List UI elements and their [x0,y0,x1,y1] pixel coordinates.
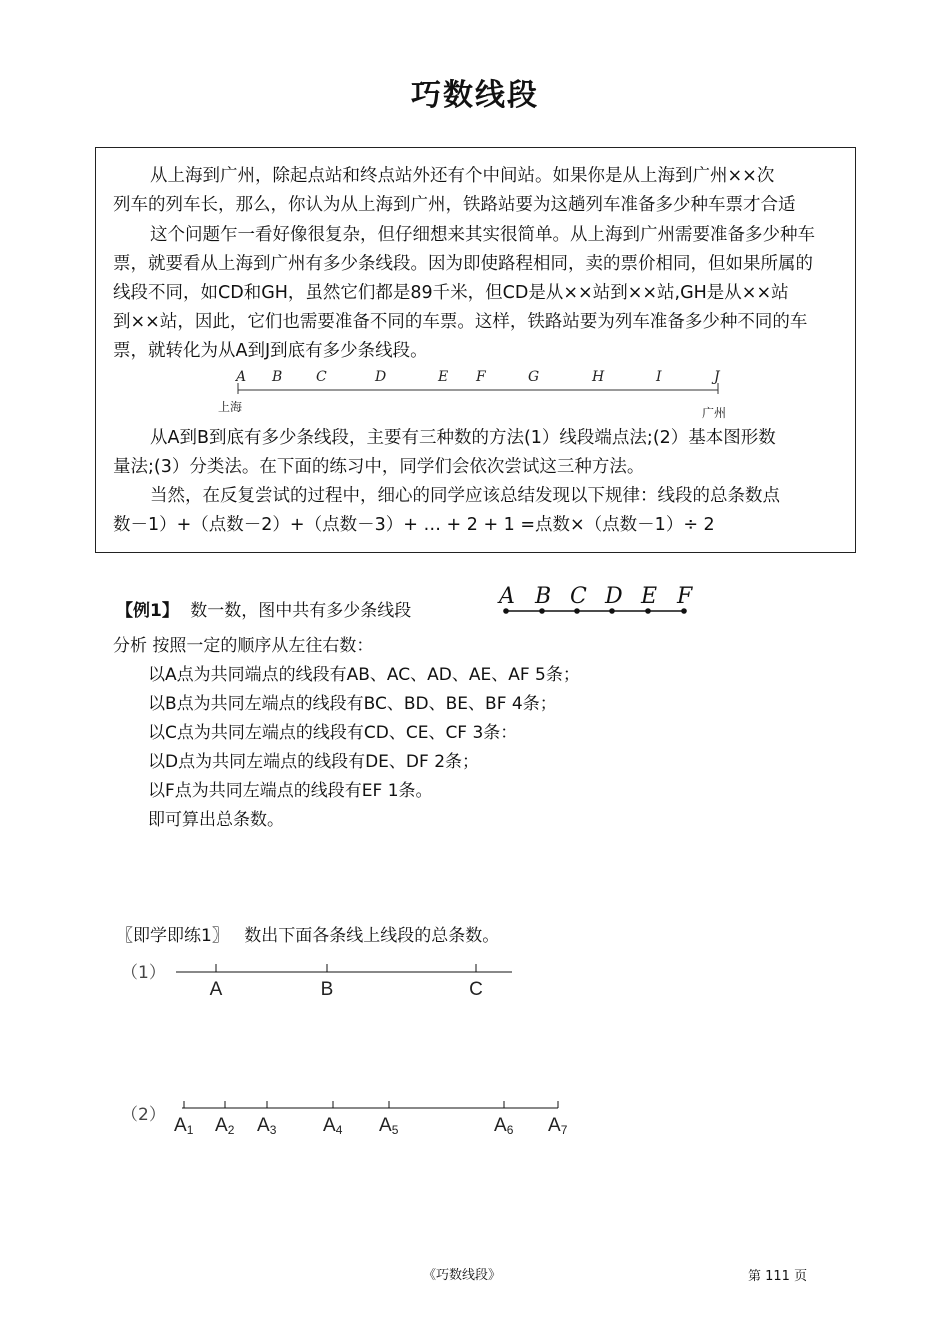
example1-point-D: D [605,584,623,609]
rail-point-B: B [272,369,283,385]
example1-dot-A [503,608,509,614]
rail-point-H: H [592,369,605,385]
page-title: 巧数线段 [411,78,539,113]
example1-dot-C [574,608,580,614]
methods-line-4: 数－1）+（点数－2）+（点数－3）+ … + 2 + 1 =点数×（点数－1）÷ 2 [113,515,715,535]
methods-line-2: 量法;(3）分类法。在下面的练习中，同学们会依次尝试这三种方法。 [113,457,645,477]
practice-q2-points [174,1101,568,1137]
analysis-step-5: 以F点为共同左端点的线段有EF 1条。 [148,781,433,801]
practice1-heading [116,921,499,946]
analysis-title: 分析 按照一定的顺序从左往右数： [113,636,374,656]
q2-point-A7: A7 [548,1115,568,1137]
rail-end-label: 广州 [702,406,727,420]
example1-dot-D [609,608,615,614]
practice-q2-diagram [170,1095,580,1145]
example1-point-F: F [677,584,693,609]
rail-point-G: G [528,369,540,385]
q2-point-A6: A6 [494,1115,514,1137]
analysis-step-2: 以B点为共同左端点的线段有BC、BD、BE、BF 4条； [148,694,557,714]
practice1-question: 数出下面各条线上线段的总条数。 [244,926,500,946]
analysis-step-6: 即可算出总条数。 [148,810,284,830]
footer-doc-title: 《巧数线段》 [423,1268,502,1283]
rail-point-E: E [438,369,449,385]
analysis-step-1: 以A点为共同端点的线段有AB、AC、AD、AE、AF 5条； [148,665,580,685]
analysis-step-4: 以D点为共同左端点的线段有DE、DF 2条； [148,752,480,772]
rail-point-A: A [236,369,247,385]
practice-q1-diagram [170,955,520,1005]
practice-q1-label: （1） [121,963,166,983]
intro-line-1: 从上海到广州，除起点站和终点站外还有个中间站。如果你是从上海到广州××次 [150,166,775,186]
example1-dot-B [539,608,545,614]
example1-point-B: B [535,584,552,609]
rail-point-C: C [316,369,327,385]
practice-q2-label: （2） [121,1105,166,1125]
rail-point-labels [234,369,721,385]
intro-line-7: 票，就转化为从A到J到底有多少条线段。 [113,341,428,361]
intro-line-5: 线段不同，如CD和GH，虽然它们都是89千米，但CD是从××站到××站,GH是从××站 [113,283,789,303]
q1-point-B: B [320,979,334,1000]
q2-point-A1: A1 [174,1115,194,1137]
practice1-label: 〖即学即练1〗 [116,926,229,946]
footer-page-number: 第 111 页 [748,1269,808,1284]
intro-line-3: 这个问题乍一看好像很复杂，但仔细想来其实很简单。从上海到广州需要准备多少种车 [150,225,815,245]
example1-segment-diagram [492,582,702,622]
rail-point-D: D [375,369,387,385]
q2-point-A5: A5 [379,1115,399,1137]
methods-line-1: 从A到B到底有多少条线段，主要有三种数的方法(1）线段端点法;(2）基本图形数 [150,428,776,448]
example1-dot-F [681,608,687,614]
q2-point-A2: A2 [215,1115,235,1137]
intro-line-6: 到××站，因此，它们也需要准备不同的车票。这样，铁路站要为列车准备多少种不同的车 [113,312,808,332]
example1-point-C: C [570,584,587,609]
practice-q1-points [210,964,483,1000]
q2-point-A3: A3 [257,1115,277,1137]
example1-points [497,584,693,614]
intro-line-4: 票，就要看从上海到广州有多少条线段。因为即使路程相同，卖的票价相同，但如果所属的 [113,254,813,274]
q2-point-A4: A4 [323,1115,343,1137]
rail-point-J: J [714,369,720,385]
example1-dot-E [645,608,651,614]
example1-heading [116,596,411,621]
intro-line-2: 列车的列车长，那么，你认为从上海到广州，铁路站要为这趟列车准备多少种车票才合适 [113,195,796,215]
example1-question: 数一数，图中共有多少条线段 [190,601,412,621]
example1-label: 【例1】 [116,601,179,621]
railway-diagram [210,366,750,424]
q1-point-A: A [209,979,223,1000]
rail-point-F: F [476,369,486,385]
example1-point-E: E [641,584,658,609]
example1-point-A: A [499,584,515,609]
q1-point-C: C [469,979,483,1000]
rail-start-label: 上海 [218,400,243,414]
rail-point-I: I [656,369,662,385]
methods-line-3: 当然，在反复尝试的过程中，细心的同学应该总结发现以下规律：线段的总条数点 [150,486,780,506]
analysis-step-3: 以C点为共同左端点的线段有CD、CE、CF 3条： [148,723,518,743]
